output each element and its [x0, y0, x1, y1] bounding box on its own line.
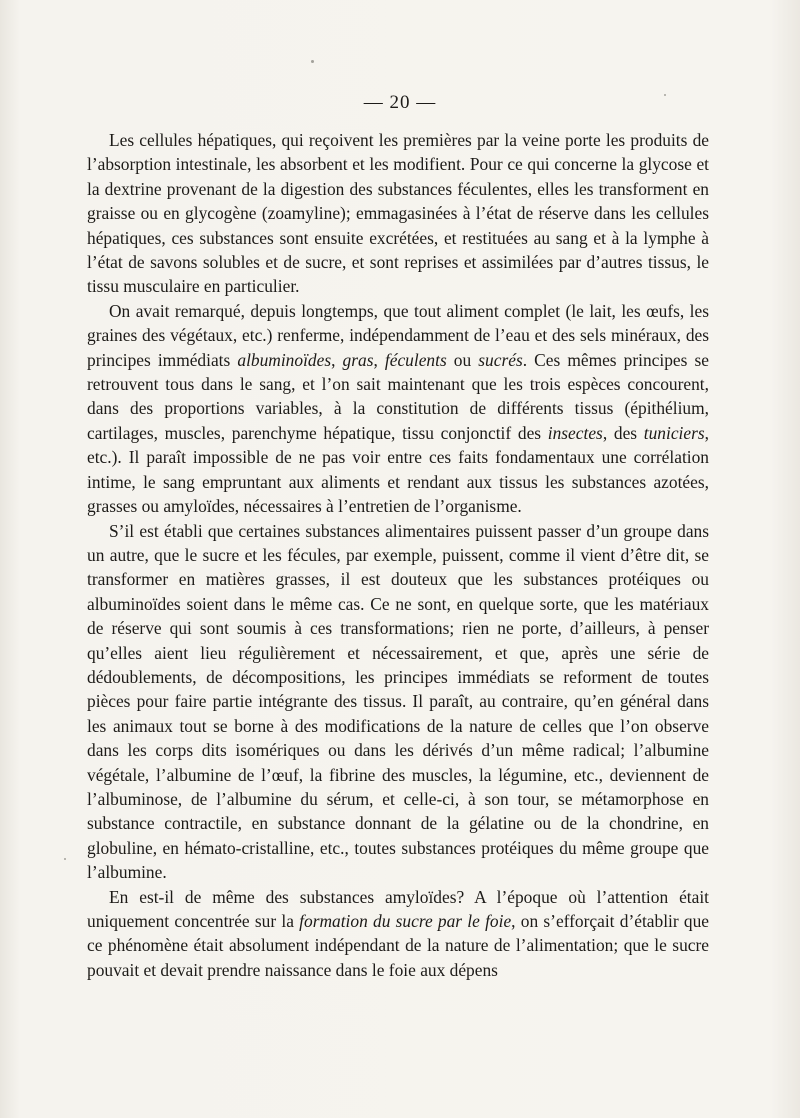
text-run: En est-il de même des substances amyloïdes? A l’époque où l’attention était uniquement concentrée sur la	[87, 886, 709, 931]
text-run: , des	[602, 422, 644, 443]
italic-term: albuminoïdes	[237, 349, 332, 370]
paragraph-3	[87, 519, 709, 885]
italic-term: formation du sucre par le foie	[299, 911, 512, 931]
italic-term: insectes	[547, 422, 603, 443]
paragraph-1	[87, 128, 709, 299]
italic-term: gras	[342, 349, 374, 370]
print-speck	[64, 858, 66, 860]
text-run: S’il est établi que certaines substances alimentaires puissent passer d’un groupe dans un autre, que le sucre et les fécules, par exemple, puissent, comme il vient d’être dit, se transformer en matières grasses, il est douteux que les substances protéiques ou albuminoïdes soient dans le même cas. Ce ne sont, en quelque sorte, que les matériaux de réserve qui sont soumis à ces transformations; rien ne porte, d’ailleurs, à penser qu’elles aient lieu régulièrement et nécessairement, et que, après une série de dédoublements, de décompositions, les principes immédiats se reforment de toutes pièces pour faire partie intégrante des tissus. Il paraît, au contraire, qu’en général dans les animaux tout se borne à des modifications de la nature de celles que l’on observe dans les corps dits isomériques ou dans les dérivés d’un même radical; l’albumine végétale, l’albumine de l’œuf, la fibrine des muscles, la légumine, etc., deviennent de l’albuminose, de l’albumine du sérum, et celle-ci, à son tour, se métamorphose en substance contractile, en substance donnant de la gélatine ou de la chondrine, en globuline, en hémato-cristalline, etc., toutes substances protéiques du même groupe que l’albumine.	[87, 520, 709, 883]
italic-term: féculents	[384, 349, 447, 370]
print-speck	[311, 60, 314, 63]
text-run: ou	[446, 349, 479, 370]
page-body	[87, 128, 709, 982]
text-run: ,	[331, 349, 343, 370]
text-run: Les cellules hépatiques, qui reçoivent les premières par la veine porte les produits de l’absorption intestinale, les absorbent et les modifient. Pour ce qui concerne la glycose et la dextrine provenant de la digestion des substances féculentes, elles les transforment en graisse ou en glycogène (zoamyline); emmagasinées à l’état de réserve dans les cellules hépatiques, ces substances sont ensuite excrétées, et restituées au sang et à la lymphe à l’état de savons solubles et de sucre, et sont reprises et assimilées par d’autres tissus, le tissu musculaire en particulier.	[87, 130, 709, 297]
paragraph-4	[87, 885, 709, 983]
text-run: , etc.). Il paraît impossible de ne pas voir entre ces faits fondamentaux une corrélation intime, le sang empruntant aux aliments et rendant aux tissus les substances azotées, grasses ou amyloïdes, nécessaires à l’entretien de l’organisme.	[87, 422, 709, 517]
page-number: — 20 —	[363, 92, 437, 113]
italic-term: sucrés	[478, 349, 523, 370]
text-run: On avait remarqué, depuis longtemps, que tout aliment complet (le lait, les œufs, les graines des végétaux, etc.) renferme, indépendamment de l’eau et des sels minéraux, des principes immédiats	[87, 300, 709, 370]
italic-term: tuniciers	[643, 422, 705, 443]
text-run: , on s’efforçait d’établir que ce phénomène était absolument indépendant de la nature de l’alimentation; que le sucre pouvait et devait prendre naissance dans le foie aux dépens	[87, 911, 710, 980]
text-run: ,	[373, 349, 385, 370]
print-speck	[664, 94, 666, 96]
paragraph-2	[87, 299, 709, 519]
text-run: . Ces mêmes principes se retrouvent tous dans le sang, et l’on sait maintenant que les trois espèces concourent, dans des proportions variables, à la constitution de différents tissus (épithélium, cartilages, muscles, parenchyme hépatique, tissu conjonctif des	[87, 349, 709, 443]
